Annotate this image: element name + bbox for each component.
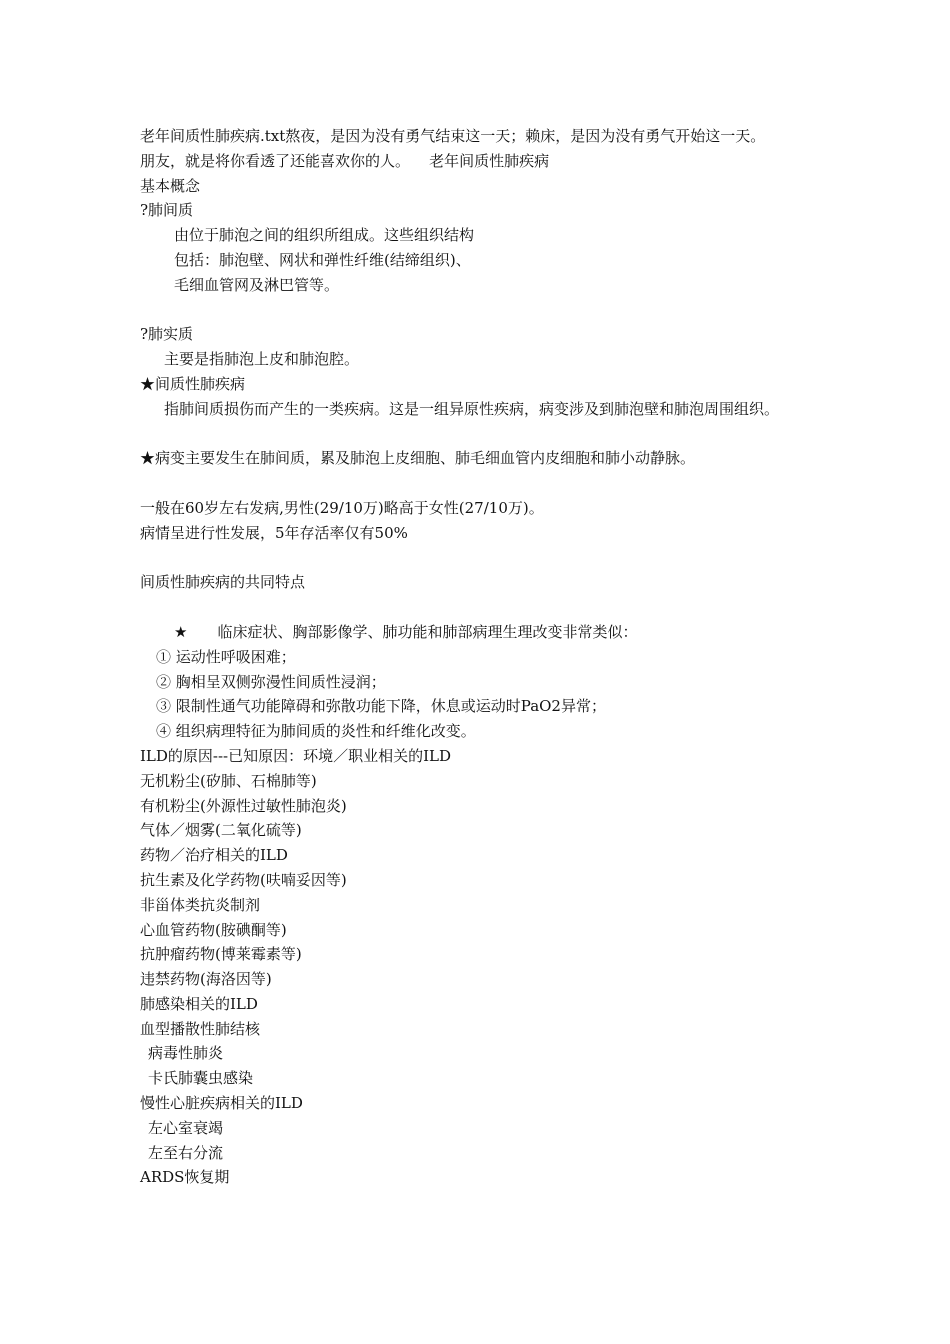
blank-line <box>140 471 840 496</box>
interstitium-line-2: 包括：肺泡壁、网状和弹性纤维(结缔组织)、 <box>174 250 471 269</box>
blank-line <box>140 595 840 620</box>
cause-heading: ILD的原因---已知原因：环境／职业相关的ILD <box>140 746 452 765</box>
header-line-1: 老年间质性肺疾病.txt熬夜，是因为没有勇气结束这一天；赖床，是因为没有勇气开始这一天。 <box>140 127 766 145</box>
cause-item: 病毒性肺炎 <box>148 1044 224 1063</box>
header-line-2: 朋友，就是将你看透了还能喜欢你的人。 老年间质性肺疾病 <box>140 151 550 170</box>
cause-item: 有机粉尘(外源性过敏性肺泡炎) <box>140 796 347 815</box>
common-features-intro-text: 临床症状、胸部影像学、肺功能和肺部病理生理改变非常类似： <box>217 622 638 641</box>
star-icon: ★ <box>174 622 188 641</box>
document-page <box>140 124 840 1190</box>
common-features-intro <box>140 620 840 645</box>
interstitium-line-1: 由位于肺泡之间的组织所组成。这些组织结构 <box>174 226 475 245</box>
interstitium-title: ?肺间质 <box>140 201 194 220</box>
cause-item: 气体／烟雾(二氧化硫等) <box>140 821 302 840</box>
ild-title: ★间质性肺疾病 <box>140 374 246 393</box>
interstitium-line-3: 毛细血管网及淋巴管等。 <box>174 275 340 294</box>
cause-item: 抗肿瘤药物(博莱霉素等) <box>140 945 302 964</box>
cause-item: 卡氏肺囊虫感染 <box>148 1069 254 1088</box>
cause-item: 血型播散性肺结核 <box>140 1019 261 1038</box>
ild-definition-text: 指肺间质损伤而产生的一类疾病。这是一组异原性疾病，病变涉及到肺泡壁和肺泡周围组织。 <box>164 399 780 418</box>
common-features-title: 间质性肺疾病的共同特点 <box>140 573 306 592</box>
cause-item: 违禁药物(海洛因等) <box>140 970 272 989</box>
blank-line <box>140 546 840 571</box>
cause-item: 药物／治疗相关的ILD <box>140 846 288 865</box>
cause-item: 左至右分流 <box>148 1143 224 1162</box>
blank-line <box>140 422 840 447</box>
cause-item: ARDS恢复期 <box>140 1168 230 1187</box>
epidemiology-line-1: 一般在60岁左右发病,男性(29/10万)略高于女性(27/10万)。 <box>140 498 544 517</box>
common-feature-item: ① 运动性呼吸困难； <box>156 647 296 666</box>
common-feature-item: ④ 组织病理特征为肺间质的炎性和纤维化改变。 <box>156 722 476 741</box>
parenchyma-line-1: 主要是指肺泡上皮和肺泡腔。 <box>164 350 360 369</box>
cause-item: 左心室衰竭 <box>148 1118 224 1137</box>
parenchyma-title: ?肺实质 <box>140 325 194 344</box>
common-feature-item: ② 胸相呈双侧弥漫性间质性浸润； <box>156 672 386 691</box>
cause-item: 心血管药物(胺碘酮等) <box>140 920 287 939</box>
section-basic-concepts: 基本概念 <box>140 176 201 195</box>
cause-item: 肺感染相关的ILD <box>140 994 258 1013</box>
cause-item: 慢性心脏疾病相关的ILD <box>140 1094 303 1113</box>
cause-item: 非甾体类抗炎制剂 <box>140 895 261 914</box>
cause-item: 无机粉尘(矽肺、石棉肺等) <box>140 771 317 790</box>
blank-line <box>140 298 840 323</box>
cause-item: 抗生素及化学药物(呋喃妥因等) <box>140 870 347 889</box>
epidemiology-line-2: 病情呈进行性发展，5年存活率仅有50% <box>140 523 408 542</box>
common-feature-item: ③ 限制性通气功能障碍和弥散功能下降，休息或运动时PaO2异常； <box>156 697 606 716</box>
ild-definition <box>140 397 840 422</box>
lesion-line: ★病变主要发生在肺间质，累及肺泡上皮细胞、肺毛细血管内皮细胞和肺小动静脉。 <box>140 449 696 468</box>
